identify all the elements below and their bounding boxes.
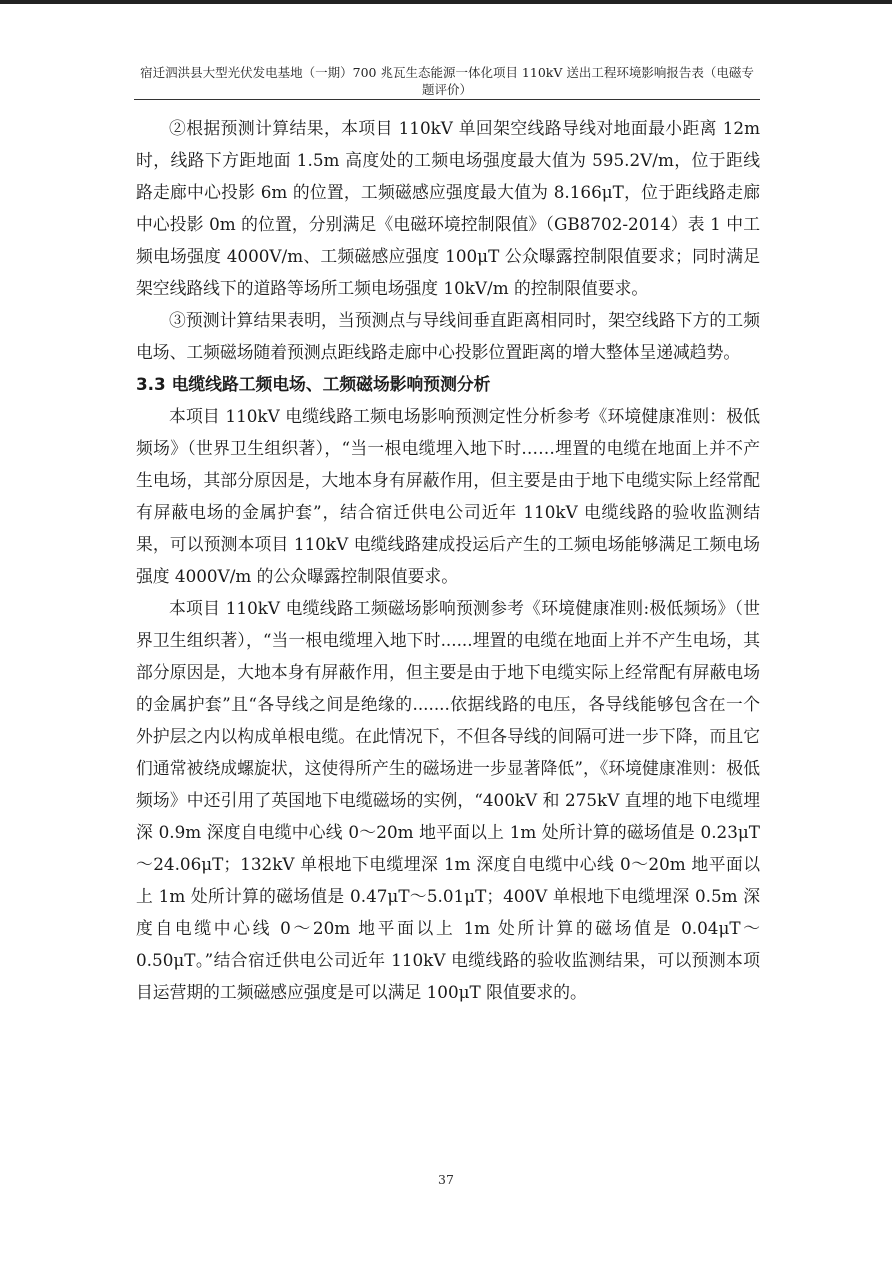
paragraph-prediction-trend: ③预测计算结果表明，当预测点与导线间垂直距离相同时，架空线路下方的工频电场、工频磁场随着预测点距线路走廊中心投影位置距离的增大整体呈递减趋势。 xyxy=(136,310,760,362)
paragraph-cable-electric-field: 本项目 110kV 电缆线路工频电场影响预测定性分析参考《环境健康准则：极低频场》（世界卫生组织著），“当一根电缆埋入地下时……埋置的电缆在地面上并不产生电场，其部分原因是，大地本身有屏蔽作用，但主要是由于地下电缆实际上经常配有屏蔽电场的金属护套”，结合宿迁供电公司近年 110kV 电缆线路的验收监测结果，可以预测本项目 110kV 电缆线路建成投运后产生的工频电场能够满足工频电场强度 4000V/m 的公众曝露控制限值要求。 xyxy=(136,406,760,586)
paragraph-prediction-result: ②根据预测计算结果，本项目 110kV 单回架空线路导线对地面最小距离 12m 时，线路下方距地面 1.5m 高度处的工频电场强度最大值为 595.2V/m，位于距线路走廊中心投影 6m 的位置，工频磁感应强度最大值为 8.166μT，位于距线路走廊中心投影 0m 的位置，分别满足《电磁环境控制限值》（GB8702-2014）表 1 中工频电场强度 4000V/m、工频磁感应强度 100μT 公众曝露控制限值要求；同时满足架空线路线下的道路等场所工频电场强度 10kV/m 的控制限值要求。 xyxy=(136,118,760,298)
page-top-border xyxy=(0,0,892,4)
header-divider xyxy=(134,99,760,100)
section-heading-3-3: 3.3 电缆线路工频电场、工频磁场影响预测分析 xyxy=(136,374,491,394)
page-content xyxy=(136,112,760,1008)
running-header: 宿迁泗洪县大型光伏发电基地（一期）700 兆瓦生态能源一体化项目 110kV 送出工程环境影响报告表（电磁专题评价） xyxy=(140,65,754,97)
page-number: 37 xyxy=(438,1172,454,1187)
paragraph-cable-magnetic-field: 本项目 110kV 电缆线路工频磁场影响预测参考《环境健康准则:极低频场》（世界卫生组织著），“当一根电缆埋入地下时......埋置的电缆在地面上并不产生电场，其部分原因是，大地本身有屏蔽作用，但主要是由于地下电缆实际上经常配有屏蔽电场的金属护套”且“各导线之间是绝缘的.......依据线路的电压，各导线能够包含在一个外护层之内以构成单根电缆。在此情况下，不但各导线的间隔可进一步下降，而且它们通常被绕成螺旋状，这使得所产生的磁场进一步显著降低”，《环境健康准则：极低频场》中还引用了英国地下电缆磁场的实例，“400kV 和 275kV 直埋的地下电缆埋深 0.9m 深度自电缆中心线 0～20m 地平面以上 1m 处所计算的磁场值是 0.23μT～24.06μT；132kV 单根地下电缆埋深 1m 深度自电缆中心线 0～20m 地平面以上 1m 处所计算的磁场值是 0.47μT～5.01μT；400V 单根地下电缆埋深 0.5m 深度自电缆中心线 0～20m 地平面以上 1m 处所计算的磁场值是 0.04μT～0.50μT。”结合宿迁供电公司近年 110kV 电缆线路的验收监测结果，可以预测本项目运营期的工频磁感应强度是可以满足 100μT 限值要求的。 xyxy=(136,598,760,1002)
